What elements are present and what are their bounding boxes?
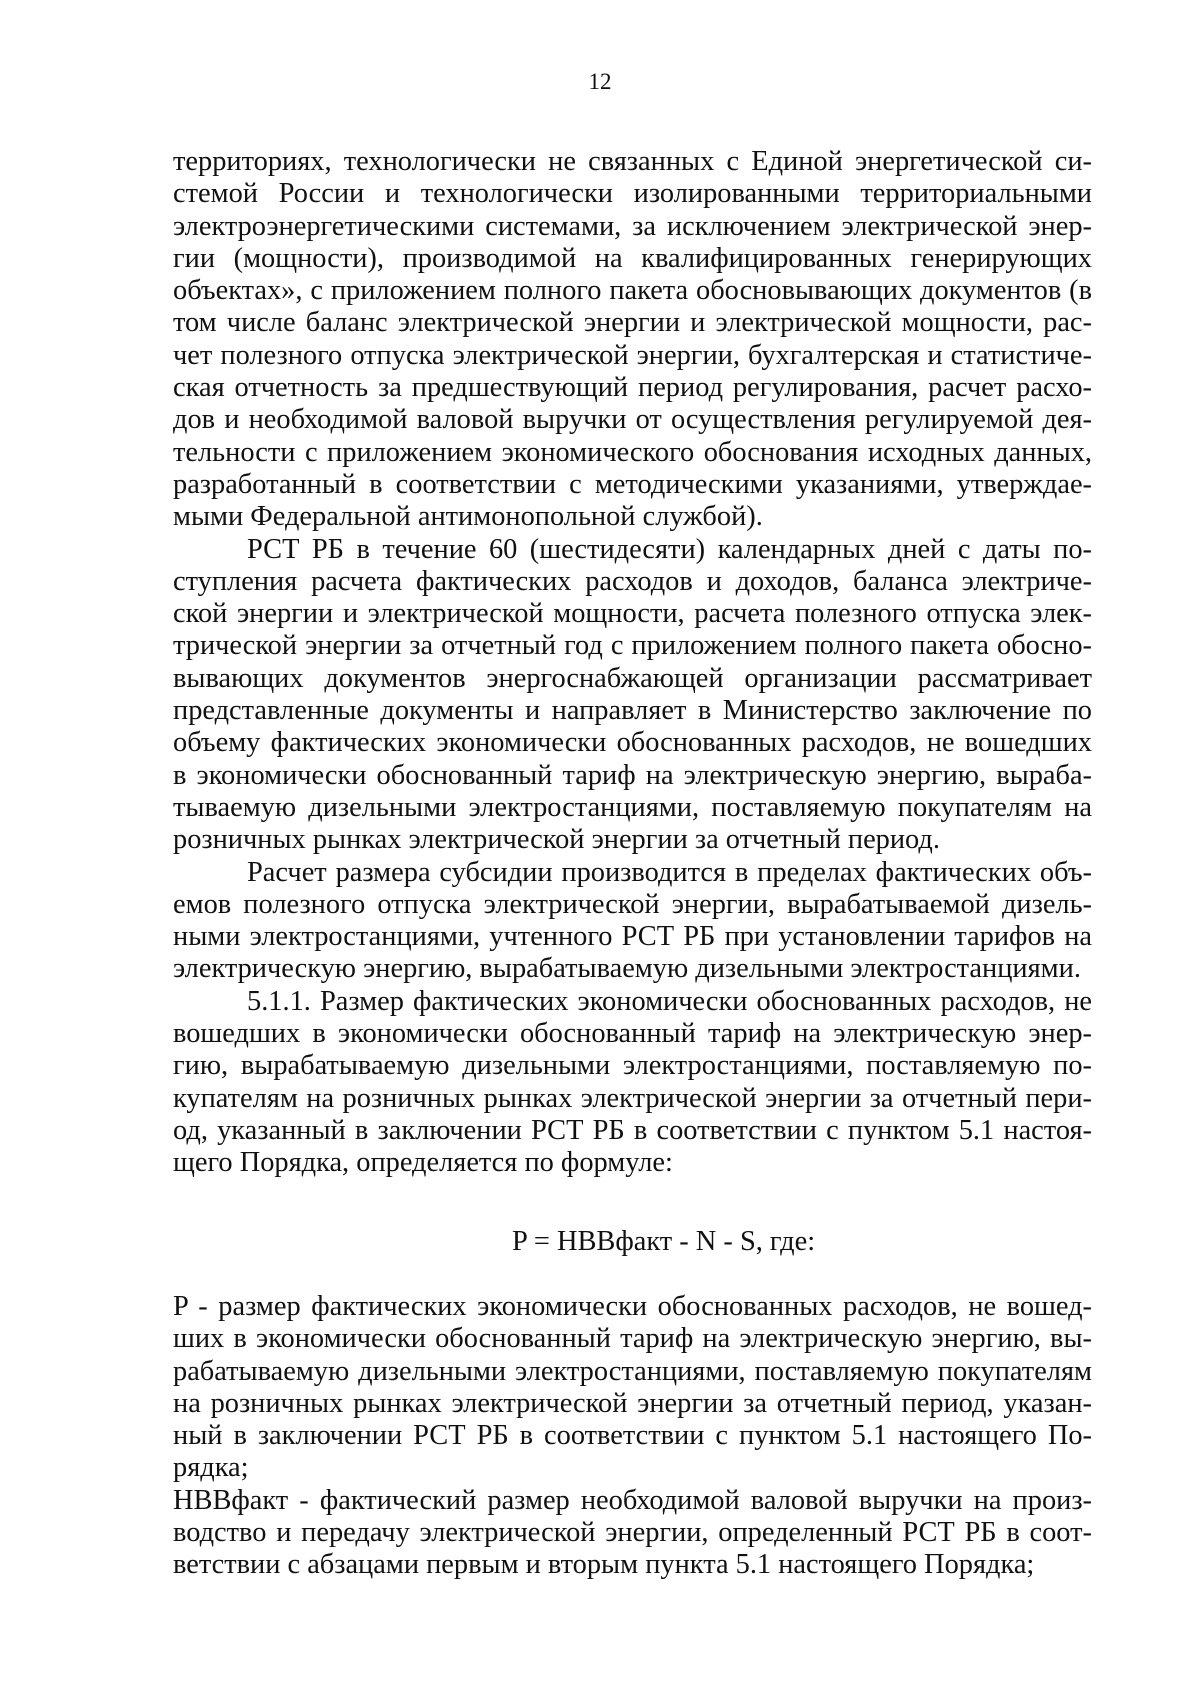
- text-line: РСТ РБ в течение 60 (шестидесяти) календарных дней с даты по-: [247, 533, 1092, 565]
- definitions-text-block: [173, 1291, 1092, 1582]
- text-line: электрическую энергию, вырабатываемую дизельными электростанциями.: [173, 953, 1081, 985]
- text-line: P - размер фактических экономически обоснованных расходов, не вошед-: [173, 1291, 1092, 1322]
- text-line: ный в заключении РСТ РБ в соответствии с пунктом 5.1 настоящего По-: [173, 1420, 1092, 1452]
- text-line: представленные документы и направляет в Министерство заключение по: [173, 695, 1092, 727]
- text-line: емов полезного отпуска электрической энергии, вырабатываемой дизель-: [173, 888, 1092, 920]
- text-line: Расчет размера субсидии производится в пределах фактических объ-: [247, 856, 1092, 888]
- text-line: дов и необходимой валовой выручки от осуществления регулируемой дея-: [173, 404, 1092, 436]
- text-line: 5.1.1. Размер фактических экономически обоснованных расходов, не: [247, 985, 1092, 1017]
- text-line: розничных рынках электрической энергии за отчетный период.: [173, 824, 940, 856]
- text-line: электроэнергетическими системами, за исключением электрической энер-: [173, 210, 1092, 242]
- text-line: вывающих документов энергоснабжающей организации рассматривает: [173, 662, 1092, 694]
- formula: P = НВВфакт - N - S, где:: [512, 1226, 816, 1257]
- text-line: НВВфакт - фактический размер необходимой валовой выручки на произ-: [173, 1484, 1092, 1516]
- text-line: разработанный в соответствии с методическими указаниями, утверждае-: [173, 468, 1092, 500]
- text-line: объему фактических экономически обоснованных расходов, не вошедших: [173, 727, 1092, 759]
- text-line: стемой России и технологически изолированными территориальными: [173, 178, 1092, 210]
- text-line: территориях, технологически не связанных с Единой энергетической си-: [173, 146, 1092, 177]
- text-line: ступления расчета фактических расходов и доходов, баланса электриче-: [173, 565, 1092, 597]
- text-line: тываемую дизельными электростанциями, поставляемую покупателям на: [173, 791, 1092, 823]
- text-line: ших в экономически обоснованный тариф на электрическую энергию, вы-: [173, 1323, 1092, 1355]
- text-line: объектах», с приложением полного пакета обосновывающих документов (в: [173, 275, 1092, 307]
- text-line: купателям на розничных рынках электрической энергии за отчетный пери-: [173, 1082, 1092, 1114]
- text-line: в экономически обоснованный тариф на электрическую энергию, выраба-: [173, 759, 1092, 791]
- text-line: рядка;: [173, 1452, 249, 1484]
- text-line: на розничных рынках электрической энергии за отчетный период, указан-: [173, 1387, 1092, 1419]
- page-number: 12: [588, 69, 612, 94]
- text-line: том числе баланс электрической энергии и электрической мощности, рас-: [173, 307, 1092, 339]
- text-line: водство и передачу электрической энергии, определенный РСТ РБ в соот-: [173, 1517, 1092, 1549]
- text-line: од, указанный в заключении РСТ РБ в соответствии с пунктом 5.1 настоя-: [173, 1114, 1092, 1146]
- text-line: ными электростанциями, учтенного РСТ РБ при установлении тарифов на: [173, 921, 1092, 953]
- body-text-block: [173, 146, 1092, 1180]
- text-line: мыми Федеральной антимонопольной службой).: [173, 501, 763, 533]
- text-line: тельности с приложением экономического обоснования исходных данных,: [173, 436, 1092, 468]
- text-line: ская отчетность за предшествующий период регулирования, расчет расхо-: [173, 372, 1092, 404]
- text-line: чет полезного отпуска электрической энергии, бухгалтерская и статистиче-: [173, 339, 1092, 371]
- text-line: ветствии с абзацами первым и вторым пункта 5.1 настоящего Порядка;: [173, 1549, 1035, 1581]
- text-line: трической энергии за отчетный год с приложением полного пакета обосно-: [173, 630, 1092, 662]
- text-line: ской энергии и электрической мощности, расчета полезного отпуска элек-: [173, 598, 1092, 630]
- text-line: щего Порядка, определяется по формуле:: [173, 1147, 673, 1179]
- text-line: гию, вырабатываемую дизельными электростанциями, поставляемую по-: [173, 1050, 1092, 1082]
- text-line: рабатываемую дизельными электростанциями, поставляемую покупателям: [173, 1355, 1092, 1387]
- text-line: вошедших в экономически обоснованный тариф на электрическую энер-: [173, 1018, 1092, 1050]
- text-line: гии (мощности), производимой на квалифицированных генерирующих: [173, 242, 1092, 274]
